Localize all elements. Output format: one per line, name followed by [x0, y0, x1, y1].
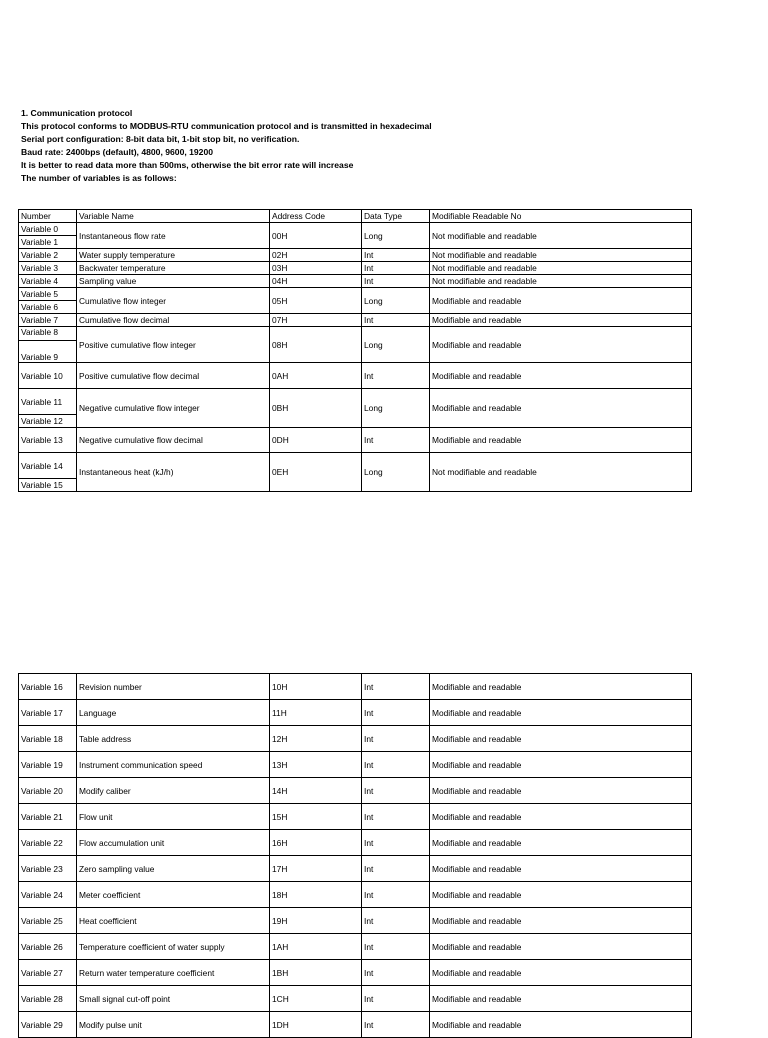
table-row — [19, 752, 692, 778]
cell-data-type: Int — [362, 363, 430, 389]
cell-address-code: 03H — [270, 262, 362, 275]
table-row — [19, 700, 692, 726]
cell-data-type: Int — [362, 428, 430, 453]
cell-variable-name: Flow accumulation unit — [77, 830, 270, 856]
cell-number: Variable 20 — [19, 778, 77, 804]
cell-variable-name: Temperature coefficient of water supply — [77, 934, 270, 960]
table-row — [19, 674, 692, 700]
cell-address-code: 0BH — [270, 389, 362, 428]
cell-access: Not modifiable and readable — [430, 223, 692, 249]
cell-data-type: Int — [362, 830, 430, 856]
table-row — [19, 882, 692, 908]
table-row — [19, 934, 692, 960]
cell-address-code: 11H — [270, 700, 362, 726]
table-row — [19, 327, 692, 341]
cell-variable-name: Small signal cut-off point — [77, 986, 270, 1012]
cell-access: Not modifiable and readable — [430, 249, 692, 262]
cell-number: Variable 14 — [19, 453, 77, 479]
cell-data-type: Int — [362, 986, 430, 1012]
cell-number: Variable 22 — [19, 830, 77, 856]
cell-variable-name: Water supply temperature — [77, 249, 270, 262]
cell-number: Variable 23 — [19, 856, 77, 882]
cell-access: Modifiable and readable — [430, 700, 692, 726]
cell-variable-name: Cumulative flow integer — [77, 288, 270, 314]
cell-number: Variable 25 — [19, 908, 77, 934]
cell-variable-name: Flow unit — [77, 804, 270, 830]
cell-variable-name: Cumulative flow decimal — [77, 314, 270, 327]
cell-variable-name: Instantaneous heat (kJ/h) — [77, 453, 270, 492]
table-row — [19, 314, 692, 327]
cell-variable-name: Table address — [77, 726, 270, 752]
cell-variable-name: Return water temperature coefficient — [77, 960, 270, 986]
intro-line: 1. Communication protocol — [21, 108, 133, 118]
cell-access: Not modifiable and readable — [430, 275, 692, 288]
cell-variable-name: Modify pulse unit — [77, 1012, 270, 1038]
cell-access: Modifiable and readable — [430, 856, 692, 882]
cell-address-code: 13H — [270, 752, 362, 778]
cell-number: Variable 18 — [19, 726, 77, 752]
cell-variable-name: Sampling value — [77, 275, 270, 288]
table-row — [19, 363, 692, 389]
cell-data-type: Int — [362, 960, 430, 986]
cell-data-type: Int — [362, 908, 430, 934]
cell-address-code: 0EH — [270, 453, 362, 492]
cell-access: Modifiable and readable — [430, 674, 692, 700]
table-row — [19, 830, 692, 856]
cell-address-code: 14H — [270, 778, 362, 804]
cell-access: Modifiable and readable — [430, 934, 692, 960]
cell-access: Modifiable and readable — [430, 726, 692, 752]
table-row — [19, 986, 692, 1012]
intro-line: It is better to read data more than 500ms, otherwise the bit error rate will increase — [21, 160, 354, 170]
cell-data-type: Int — [362, 1012, 430, 1038]
cell-number: Variable 10 — [19, 363, 77, 389]
cell-access: Modifiable and readable — [430, 960, 692, 986]
cell-access: Modifiable and readable — [430, 804, 692, 830]
cell-access: Modifiable and readable — [430, 830, 692, 856]
table-row — [19, 856, 692, 882]
cell-address-code: 04H — [270, 275, 362, 288]
cell-address-code: 1CH — [270, 986, 362, 1012]
cell-number: Variable 2 — [19, 249, 77, 262]
cell-data-type: Int — [362, 856, 430, 882]
cell-address-code: 07H — [270, 314, 362, 327]
table-row — [19, 960, 692, 986]
cell-access: Modifiable and readable — [430, 389, 692, 428]
cell-variable-name: Instrument communication speed — [77, 752, 270, 778]
cell-number: Variable 26 — [19, 934, 77, 960]
cell-number: Variable 4 — [19, 275, 77, 288]
cell-variable-name: Negative cumulative flow decimal — [77, 428, 270, 453]
cell-address-code: 1AH — [270, 934, 362, 960]
cell-variable-name: Meter coefficient — [77, 882, 270, 908]
intro-line: This protocol conforms to MODBUS-RTU communication protocol and is transmitted in hexadecimal — [21, 121, 432, 131]
cell-variable-name: Modify caliber — [77, 778, 270, 804]
cell-data-type: Int — [362, 314, 430, 327]
cell-variable-name: Positive cumulative flow decimal — [77, 363, 270, 389]
table-row — [19, 804, 692, 830]
cell-data-type: Long — [362, 389, 430, 428]
cell-variable-name: Positive cumulative flow integer — [77, 327, 270, 363]
cell-number: Variable 28 — [19, 986, 77, 1012]
cell-access: Not modifiable and readable — [430, 453, 692, 492]
cell-data-type: Int — [362, 700, 430, 726]
cell-access: Modifiable and readable — [430, 908, 692, 934]
cell-address-code: 15H — [270, 804, 362, 830]
cell-number: Variable 9 — [19, 341, 77, 363]
cell-access: Modifiable and readable — [430, 882, 692, 908]
cell-number: Variable 29 — [19, 1012, 77, 1038]
cell-data-type: Int — [362, 778, 430, 804]
cell-address-code: 12H — [270, 726, 362, 752]
cell-variable-name: Heat coefficient — [77, 908, 270, 934]
table-row — [19, 453, 692, 479]
cell-data-type: Int — [362, 275, 430, 288]
cell-address-code: 0DH — [270, 428, 362, 453]
header-cell: Modifiable Readable No — [430, 210, 692, 223]
cell-data-type: Long — [362, 223, 430, 249]
cell-variable-name: Instantaneous flow rate — [77, 223, 270, 249]
cell-data-type: Int — [362, 882, 430, 908]
cell-address-code: 0AH — [270, 363, 362, 389]
cell-access: Modifiable and readable — [430, 1012, 692, 1038]
cell-variable-name: Revision number — [77, 674, 270, 700]
cell-number: Variable 5 — [19, 288, 77, 301]
table-row — [19, 288, 692, 301]
cell-address-code: 1BH — [270, 960, 362, 986]
cell-address-code: 10H — [270, 674, 362, 700]
cell-number: Variable 7 — [19, 314, 77, 327]
cell-number: Variable 19 — [19, 752, 77, 778]
table-row — [19, 275, 692, 288]
table-row — [19, 726, 692, 752]
intro-line: The number of variables is as follows: — [21, 173, 177, 183]
cell-data-type: Long — [362, 453, 430, 492]
table-row — [19, 1012, 692, 1038]
cell-number: Variable 3 — [19, 262, 77, 275]
table-row — [19, 223, 692, 236]
header-cell: Variable Name — [77, 210, 270, 223]
cell-address-code: 05H — [270, 288, 362, 314]
cell-number: Variable 21 — [19, 804, 77, 830]
variables-table-2 — [18, 673, 692, 1038]
cell-access: Modifiable and readable — [430, 314, 692, 327]
table-row — [19, 428, 692, 453]
cell-number: Variable 13 — [19, 428, 77, 453]
cell-data-type: Int — [362, 934, 430, 960]
table-header-row — [19, 210, 692, 223]
cell-address-code: 19H — [270, 908, 362, 934]
cell-data-type: Long — [362, 327, 430, 363]
intro-text — [21, 107, 741, 185]
table-row — [19, 778, 692, 804]
cell-address-code: 1DH — [270, 1012, 362, 1038]
variables-table-1 — [18, 209, 692, 492]
cell-number: Variable 24 — [19, 882, 77, 908]
cell-access: Modifiable and readable — [430, 778, 692, 804]
cell-access: Modifiable and readable — [430, 288, 692, 314]
cell-number: Variable 16 — [19, 674, 77, 700]
table-row — [19, 389, 692, 415]
cell-number: Variable 1 — [19, 236, 77, 249]
cell-variable-name: Backwater temperature — [77, 262, 270, 275]
cell-data-type: Int — [362, 262, 430, 275]
table-row — [19, 249, 692, 262]
cell-variable-name: Language — [77, 700, 270, 726]
intro-line: Baud rate: 2400bps (default), 4800, 9600, 19200 — [21, 147, 214, 157]
cell-number: Variable 12 — [19, 415, 77, 428]
cell-address-code: 08H — [270, 327, 362, 363]
cell-data-type: Int — [362, 804, 430, 830]
header-cell: Address Code — [270, 210, 362, 223]
cell-access: Modifiable and readable — [430, 986, 692, 1012]
cell-data-type: Int — [362, 674, 430, 700]
cell-variable-name: Zero sampling value — [77, 856, 270, 882]
cell-number: Variable 6 — [19, 301, 77, 314]
header-cell: Data Type — [362, 210, 430, 223]
cell-number: Variable 0 — [19, 223, 77, 236]
cell-number: Variable 8 — [19, 327, 77, 341]
cell-access: Modifiable and readable — [430, 752, 692, 778]
header-cell: Number — [19, 210, 77, 223]
cell-data-type: Int — [362, 249, 430, 262]
cell-number: Variable 17 — [19, 700, 77, 726]
table-row — [19, 262, 692, 275]
cell-address-code: 16H — [270, 830, 362, 856]
cell-data-type: Long — [362, 288, 430, 314]
cell-data-type: Int — [362, 752, 430, 778]
cell-number: Variable 11 — [19, 389, 77, 415]
cell-number: Variable 15 — [19, 479, 77, 492]
intro-line: Serial port configuration: 8-bit data bit, 1-bit stop bit, no verification. — [21, 134, 300, 144]
cell-access: Modifiable and readable — [430, 428, 692, 453]
cell-address-code: 00H — [270, 223, 362, 249]
cell-access: Not modifiable and readable — [430, 262, 692, 275]
table-row — [19, 908, 692, 934]
cell-address-code: 02H — [270, 249, 362, 262]
cell-address-code: 18H — [270, 882, 362, 908]
cell-data-type: Int — [362, 726, 430, 752]
cell-access: Modifiable and readable — [430, 327, 692, 363]
cell-variable-name: Negative cumulative flow integer — [77, 389, 270, 428]
cell-access: Modifiable and readable — [430, 363, 692, 389]
cell-number: Variable 27 — [19, 960, 77, 986]
cell-address-code: 17H — [270, 856, 362, 882]
